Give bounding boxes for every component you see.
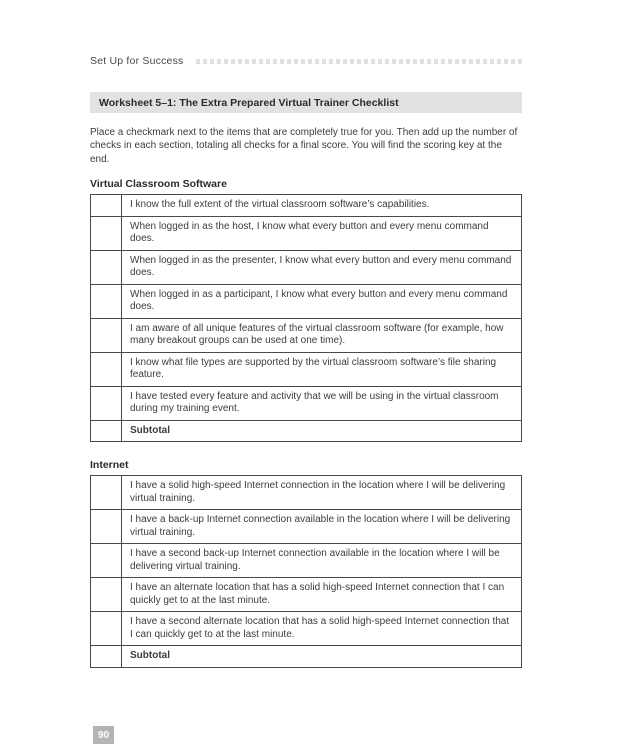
worksheet-title: Worksheet 5–1: The Extra Prepared Virtual Trainer Checklist <box>99 96 399 109</box>
checkbox-cell <box>91 386 122 420</box>
worksheet-title-bar <box>90 92 522 113</box>
checklist-item-text: I have a solid high-speed Internet connection in the location where I will be delivering virtual training. <box>122 476 522 510</box>
section-heading-virtual-classroom-software: Virtual Classroom Software <box>90 178 227 191</box>
checklist-table-virtual-classroom-software <box>90 194 522 442</box>
checklist-item-text: When logged in as the host, I know what every button and every menu command does. <box>122 216 522 250</box>
page-content <box>90 54 522 668</box>
intro-paragraph: Place a checkmark next to the items that are completely true for you. Then add up the number of checks in each section, totaling all checks for a final score. You will find the scoring key at the end. <box>90 127 518 165</box>
checklist-row <box>91 318 522 352</box>
dotted-rule <box>196 59 522 64</box>
checklist-row <box>91 195 522 217</box>
checklist-item-text: I have tested every feature and activity that we will be using in the virtual classroom during my training event. <box>122 386 522 420</box>
checklist-row <box>91 476 522 510</box>
checkbox-cell <box>91 510 122 544</box>
checklist-item-text: I know what file types are supported by the virtual classroom software’s file sharing feature. <box>122 352 522 386</box>
checklist-row <box>91 284 522 318</box>
checkbox-cell <box>91 476 122 510</box>
subtotal-label: Subtotal <box>122 420 522 442</box>
checkbox-cell <box>91 318 122 352</box>
checklist-item-text: When logged in as a participant, I know what every button and every menu command does. <box>122 284 522 318</box>
checklist-item-text: I have an alternate location that has a solid high-speed Internet connection that I can quickly get to at the last minute. <box>122 578 522 612</box>
page-number-badge <box>93 726 114 744</box>
checkbox-cell <box>91 250 122 284</box>
checklist-row <box>91 510 522 544</box>
checklist-row <box>91 612 522 646</box>
checkbox-cell <box>91 646 122 668</box>
checkbox-cell <box>91 612 122 646</box>
checkbox-cell <box>91 420 122 442</box>
checklist-row <box>91 386 522 420</box>
checklist-row <box>91 578 522 612</box>
checklist-item-text: I have a second back-up Internet connection available in the location where I will be delivering virtual training. <box>122 544 522 578</box>
checkbox-cell <box>91 352 122 386</box>
checklist-table-internet <box>90 475 522 668</box>
checkbox-cell <box>91 195 122 217</box>
checklist-item-text: I am aware of all unique features of the virtual classroom software (for example, how many breakout groups can be used at one time). <box>122 318 522 352</box>
checklist-row <box>91 544 522 578</box>
page-number: 90 <box>97 729 110 741</box>
checklist-item-text: I have a second alternate location that has a solid high-speed Internet connection that I can quickly get to at the last minute. <box>122 612 522 646</box>
checklist-item-text: I have a back-up Internet connection available in the location where I will be delivering virtual training. <box>122 510 522 544</box>
checkbox-cell <box>91 578 122 612</box>
checklist-item-text: When logged in as the presenter, I know what every button and every menu command does. <box>122 250 522 284</box>
checklist-row <box>91 216 522 250</box>
subtotal-label: Subtotal <box>122 646 522 668</box>
checklist-item-text: I know the full extent of the virtual classroom software’s capabilities. <box>122 195 522 217</box>
checkbox-cell <box>91 216 122 250</box>
section-heading-internet: Internet <box>90 459 129 472</box>
running-head <box>90 54 522 68</box>
running-head-title: Set Up for Success <box>90 55 184 67</box>
checkbox-cell <box>91 544 122 578</box>
subtotal-row <box>91 420 522 442</box>
checklist-row <box>91 352 522 386</box>
checklist-row <box>91 250 522 284</box>
subtotal-row <box>91 646 522 668</box>
checkbox-cell <box>91 284 122 318</box>
